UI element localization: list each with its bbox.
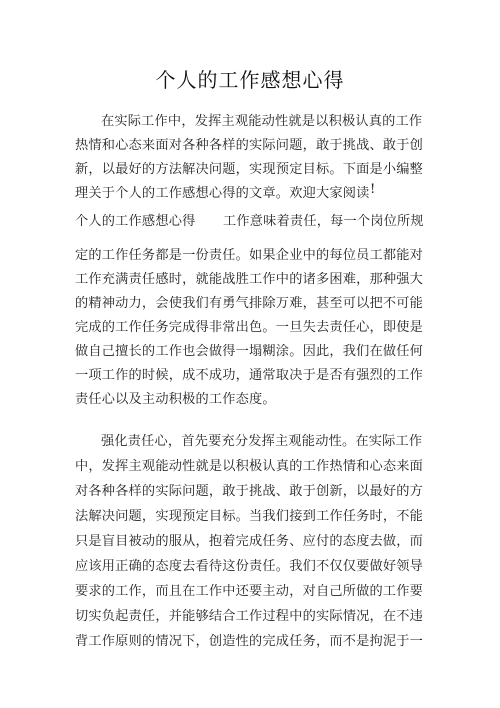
heading-row-continuation: 工作意味着责任，每一个岗位所规 (223, 214, 424, 229)
intro-line-2: 热情和心态来面对各种各样的实际问题，敢于挑战、敢于创 (75, 138, 424, 153)
para2-line-8: 切实负起责任，并能够结合工作过程中的实际情况，在不违 (75, 609, 424, 624)
intro-line-1: 在实际工作中，发挥主观能动性就是以积极认真的工作 (101, 114, 423, 129)
para1-line-1: 定的工作任务都是一份责任。如果企业中的每位员工都能对 (75, 248, 424, 263)
para1-line-7: 责任心以及主动积极的工作态度。 (75, 392, 276, 407)
para2-line-6: 应该用正确的态度去看待这份责任。我们不仅仅要做好领导 (75, 559, 424, 574)
intro-line-4: 理关于个人的工作感想心得的文章。欢迎大家阅读 (75, 186, 370, 201)
intro-line-3: 新，以最好的方法解决问题，实现预定目标。下面是小编整 (75, 162, 424, 177)
para2-line-2: 中，发挥主观能动性就是以积极认真的工作热情和心态来面 (75, 459, 424, 474)
intro-exclamation: ! (370, 182, 376, 197)
para2-line-3: 对各种各样的实际问题，敢于挑战、敢于创新，以最好的方 (75, 484, 424, 499)
para2-line-7: 要求的工作，而且在工作中还要主动，对自己所做的工作要 (75, 584, 424, 599)
section-heading: 个人的工作感想心得 (75, 214, 196, 229)
para1-line-6: 一项工作的时候，成不成功，通常取决于是否有强烈的工作 (75, 368, 424, 383)
para1-line-4: 完成的工作任务完成得非常出色。一旦失去责任心，即使是 (75, 320, 424, 335)
para1-line-3: 的精神动力，会使我们有勇气排除万难，甚至可以把不可能 (75, 296, 424, 311)
page-title: 个人的工作感想心得 (155, 68, 345, 92)
para2-line-5: 只是盲目被动的服从，抱着完成任务、应付的态度去做，而 (75, 534, 424, 549)
para1-line-2: 工作充满责任感时，就能战胜工作中的诸多困难，那种强大 (75, 272, 424, 287)
para2-line-1: 强化责任心，首先要充分发挥主观能动性。在实际工作 (101, 434, 423, 449)
para2-line-4: 法解决问题，实现预定目标。当我们接到工作任务时，不能 (75, 509, 424, 524)
para2-line-9: 背工作原则的情况下，创造性的完成任务，而不是拘泥于一 (75, 634, 424, 649)
para1-line-5: 做自己擅长的工作也会做得一塌糊涂。因此，我们在做任何 (75, 344, 424, 359)
